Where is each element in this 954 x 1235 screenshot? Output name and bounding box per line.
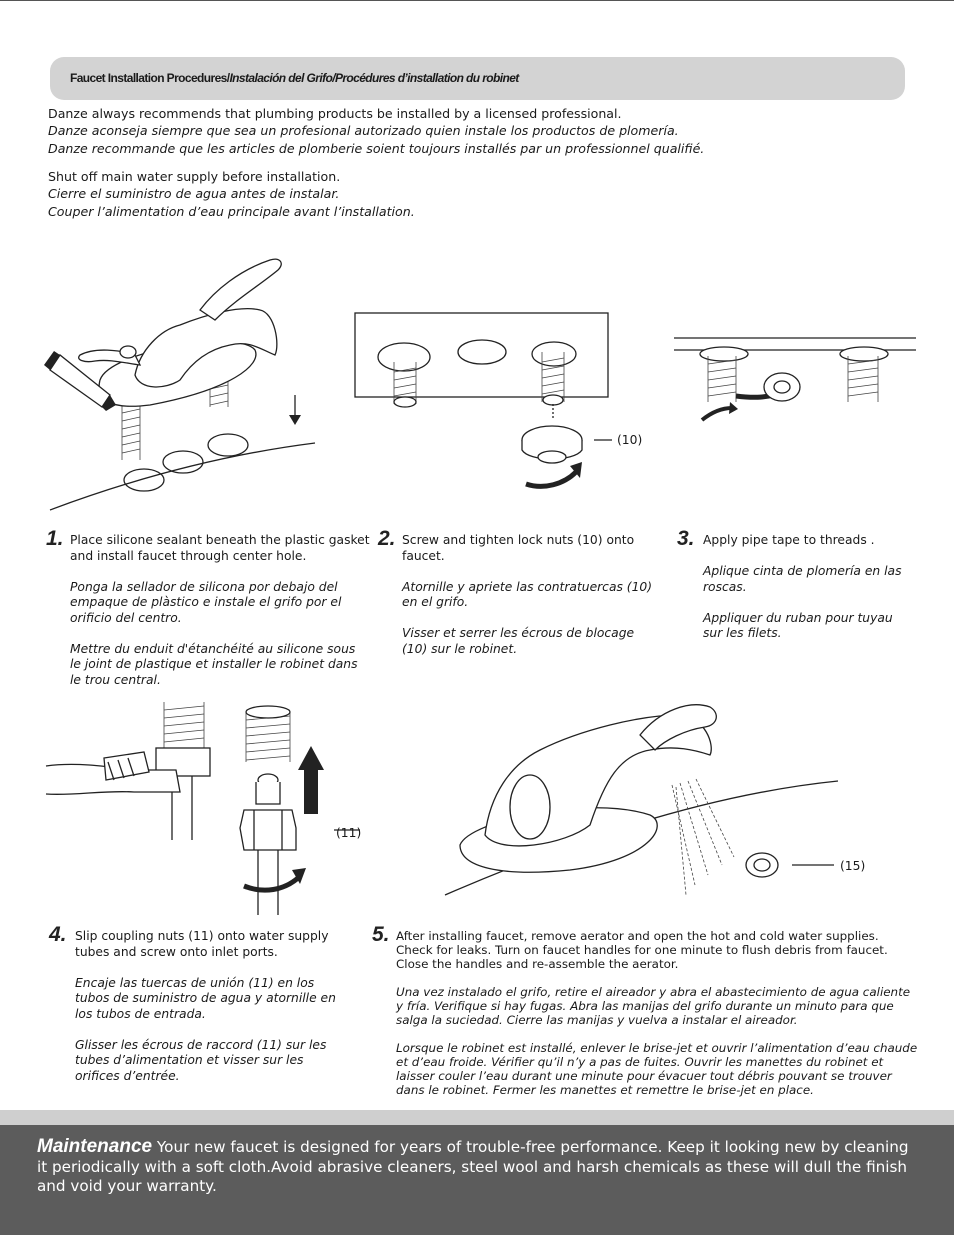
page-title: [50, 57, 905, 100]
callout-11: (11): [336, 826, 362, 840]
step-3-fr: Appliquer du ruban pour tuyau sur les filets.: [703, 610, 893, 640]
step-1-es: Ponga la sellador de silicona por debajo del empaque de plàstico e instale el grifo por el orificio del centro.: [70, 579, 342, 625]
title-sub: Instalación del Grifo/Procédures d’installation du robinet: [229, 71, 519, 85]
callout-10: (10): [617, 433, 643, 447]
step-2: [378, 527, 662, 673]
step-5-es: Una vez instalado el grifo, retire el aireador y abra el abastecimiento de agua caliente y fría. Verifique si hay fugas. Abra las manijas del grifo durante un minuto para que salga la suciedad. Cierre las manijas y vuelva a instalar el aireador.: [396, 985, 911, 1027]
top-rule: [0, 0, 954, 1]
step-3: [677, 527, 913, 657]
callout-15: (15): [840, 859, 866, 873]
step-4-fr: Glisser les écrous de raccord (11) sur les tubes d’alimentation et visser sur les orifices d’entrée.: [75, 1037, 327, 1083]
step-5-fr: Lorsque le robinet est installé, enlever le brise-jet et ouvrir l’alimentation d’eau chaude et d’eau froide. Vérifier qu’il n’y a pas de fuites. Ouvrir les manettes du robinet et laisser couler l’eau durant une minute pour évacuer tout débris pouvant se trouver dans le robinet. Fermer les manettes et remettre le brise-jet en place.: [396, 1041, 918, 1097]
step-5-en: After installing faucet, remove aerator and open the hot and cold water supplies. Check for leaks. Turn on faucet handles for one minute to flush debris from faucet. Close the handles and re-assemble the aerator.: [396, 929, 888, 971]
intro-professional: [48, 105, 704, 157]
step-1-number: 1.: [46, 527, 64, 550]
step-2-es: Atornille y apriete las contratuercas (10) en el grifo.: [402, 579, 653, 609]
intro-shutoff: [48, 168, 415, 220]
step-3-number: 3.: [677, 527, 695, 550]
step-2-number: 2.: [378, 527, 396, 550]
step4-illustration: [44, 700, 364, 920]
intro-fr: Danze recommande que les articles de plomberie soient toujours installés par un professionnel qualifié.: [48, 140, 705, 156]
maintenance-heading: Maintenance: [37, 1136, 153, 1157]
step-4-number: 4.: [49, 923, 67, 946]
step-2-en: Screw and tighten lock nuts (10) onto faucet.: [402, 533, 635, 563]
step-5-number: 5.: [372, 923, 390, 946]
step3-illustration: [672, 332, 922, 432]
step2-illustration: [354, 312, 614, 492]
intro-en: Danze always recommends that plumbing products be installed by a licensed professional.: [48, 106, 622, 121]
shutoff-es: Cierre el suministro de agua antes de instalar.: [48, 186, 340, 202]
shutoff-fr: Couper l’alimentation d’eau principale avant l’installation.: [48, 203, 415, 219]
step-5: [372, 923, 918, 1113]
step-1: [46, 527, 370, 704]
step-4-es: Encaje las tuercas de unión (11) en los tubos de suministro de agua y atornille en los tubos de entrada.: [75, 975, 336, 1021]
title-main: Faucet Installation Procedures/: [70, 71, 230, 85]
footer-strip: [0, 1110, 954, 1125]
step-3-es: Aplique cinta de plomería en las roscas.: [703, 564, 902, 594]
step-1-fr: Mettre du enduit d'étanchéité au silicone sous le joint de plastique et installer le robinet dans le trou central.: [70, 641, 358, 687]
step-4: [49, 923, 350, 1100]
step-4-en: Slip coupling nuts (11) onto water supply tubes and screw onto inlet ports.: [75, 929, 329, 959]
step1-illustration: [40, 255, 330, 525]
step-1-en: Place silicone sealant beneath the plastic gasket and install faucet through center hole.: [70, 533, 370, 563]
maintenance-section: [0, 1125, 954, 1235]
step-2-fr: Visser et serrer les écrous de blocage (10) sur le robinet.: [402, 626, 635, 656]
maintenance-text: Your new faucet is designed for years of trouble-free performance. Keep it looking new by cleaning it periodically with a soft cloth.Avoid abrasive cleaners, steel wool and harsh chemicals as these will dull the finish and void your warranty.: [37, 1138, 909, 1195]
intro-es: Danze aconseja siempre que sea un profesional autorizado quien instale los productos de plomería.: [48, 123, 679, 139]
step5-illustration: [440, 695, 840, 915]
shutoff-en: Shut off main water supply before installation.: [48, 169, 341, 184]
step-3-en: Apply pipe tape to threads .: [703, 533, 875, 547]
